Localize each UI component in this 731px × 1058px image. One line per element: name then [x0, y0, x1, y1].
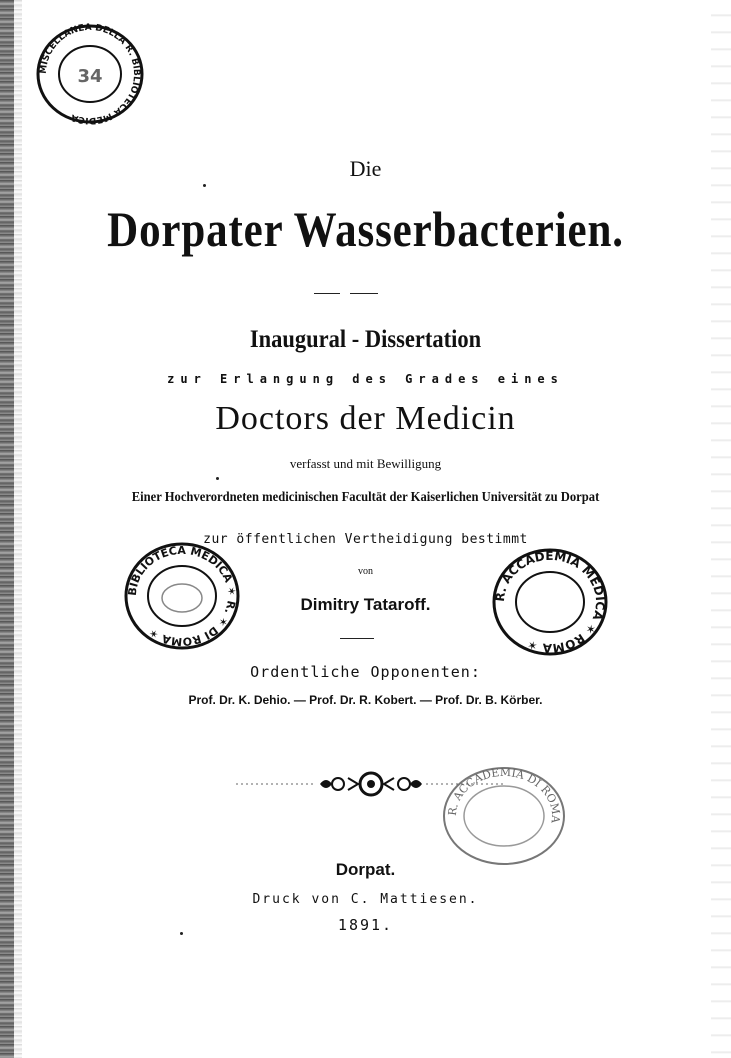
printer-line: Druck von C. Mattiesen. [252, 892, 479, 907]
stamp-middle-right-text: R. ACCADEMIA MEDICA ✶ ROMA ✶ [492, 548, 608, 656]
page-title: Dorpater Wasserbacterien. [107, 201, 624, 257]
library-stamp-bottom-right [436, 762, 572, 870]
degree-line: Doctors der Medicin [215, 400, 516, 437]
defense-line: zur öffentlichen Vertheidigung bestimmt [203, 532, 528, 547]
stamp-bottom-right-text: R. ACCADEMIA DI ROMA [445, 765, 563, 824]
title-rule [314, 293, 378, 294]
opponents-list: Prof. Dr. K. Dehio. — Prof. Dr. R. Kobert. — Prof. Dr. B. Körber. [188, 693, 543, 707]
library-stamp-middle-right [486, 544, 614, 660]
place-of-publication: Dorpat. [335, 860, 396, 879]
author-name: Dimitry Tataroff. [300, 595, 431, 614]
purpose-line: zur Erlangung des Grades eines [167, 372, 564, 386]
by-line: von [358, 566, 373, 577]
speck [203, 184, 206, 187]
speck [216, 477, 219, 480]
publication-year: 1891. [337, 916, 394, 934]
stamp-top-left-number: 34 [77, 66, 103, 87]
library-stamp-middle-left [118, 538, 246, 654]
faculty-line: Einer Hochverordneten medicinischen Facultät der Kaiserlichen Universität zu Dorpat [131, 490, 600, 505]
author-rule [340, 638, 374, 639]
speck [180, 932, 183, 935]
subtitle: Inaugural - Dissertation [249, 326, 482, 353]
authorization-line: verfasst und mit Bewilligung [289, 456, 442, 471]
stamp-middle-left-text: BIBLIOTECA MEDICA ✶ R. ✶ DI ROMA ✶ [125, 543, 239, 649]
opponents-label: Ordentliche Opponenten: [250, 663, 481, 681]
library-stamp-top-left [28, 18, 152, 130]
stamp-top-left-text: MISCELLANEA DELLA R. BIBLIOTECA MEDICA [38, 22, 142, 126]
title-article: Die [349, 156, 382, 181]
